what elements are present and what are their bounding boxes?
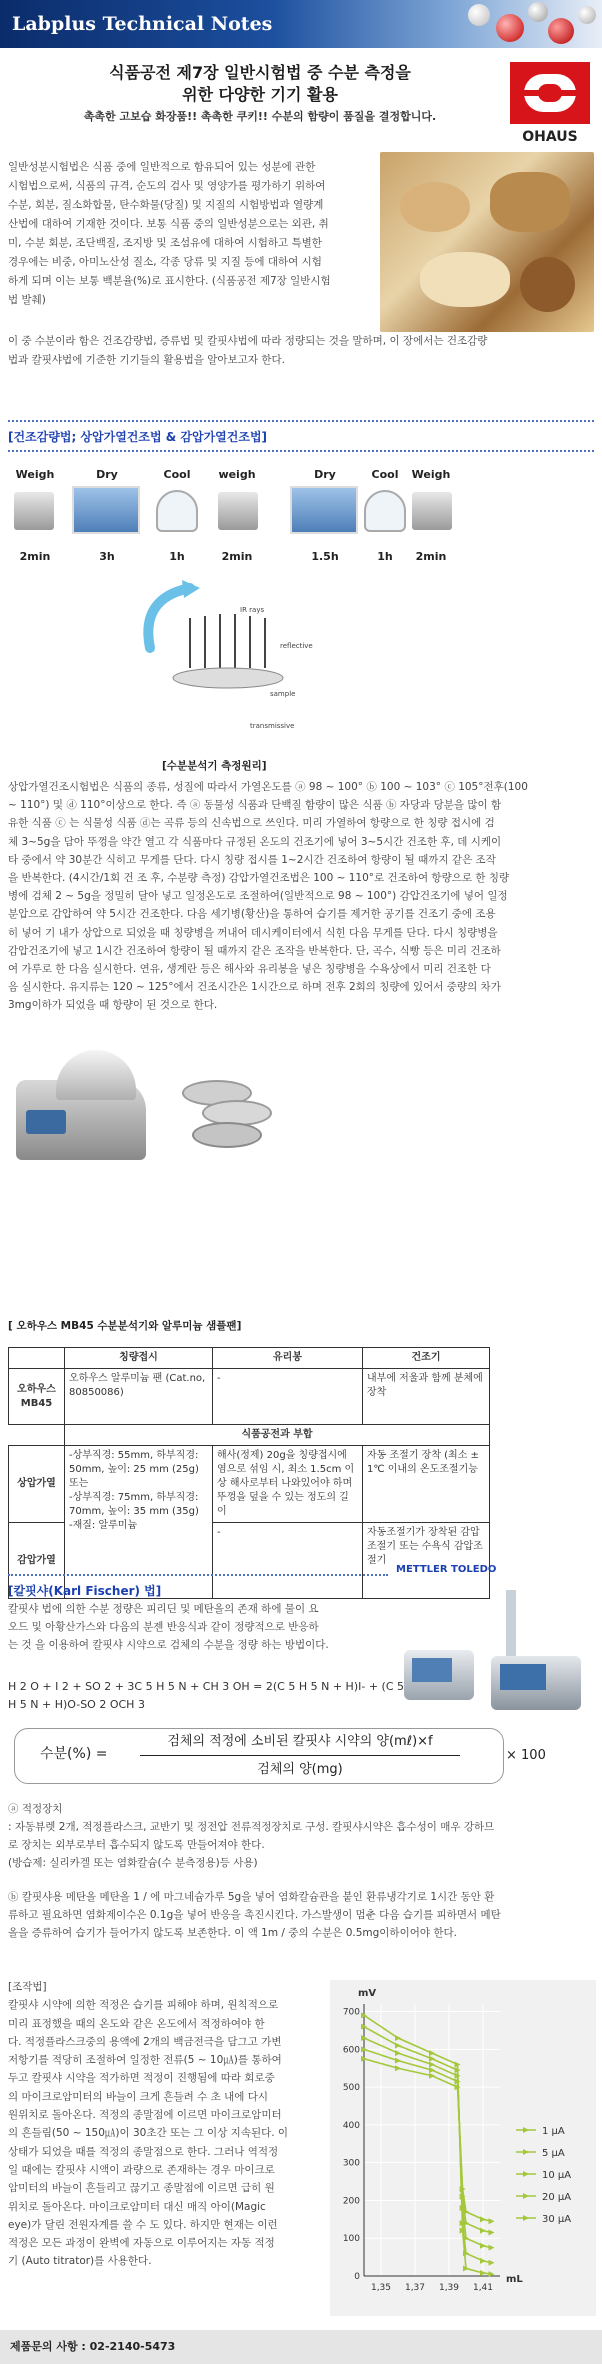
y-tick-label: 500 [342,2083,360,2094]
step-time: 2min [221,550,253,563]
step-label: Cool [163,468,191,481]
text-line: 여 가루로 한 다음 실시한다. 연유, 생계란 등은 해사와 유리봉을 넣은 칭량병을 수욕상에서 미리 건조한 다 [8,963,491,976]
kf-heading: [칼핏샤(Karl Fischer) 법] [8,1584,162,1598]
y-tick-label: 600 [342,2045,360,2056]
legend-entry: 10 µA [542,2170,572,2181]
legend-marker [523,2193,529,2199]
balance-illustration [412,492,452,530]
text-line: 의 흔들림(50 ~ 150㎂)이 30초간 또는 그 이상 지속된다. 이 [8,2127,289,2140]
formula-denominator: 검체의 양(mg) [257,1762,343,1777]
text-line: ⓐ 적정장치 [8,1803,63,1815]
text-line: ~ 110°) 및 ⓓ 110°이상으로 한다. 즉 ⓐ 동물성 식품과 단백질 함량이 많은 식품 ⓑ 자당과 당분을 많이 함 [8,799,502,812]
text-line: 산법에 대하여 기재한 것이다. 보통 식품 중의 일반성분으로는 외관, 취 [8,218,329,230]
data-point [429,2061,435,2067]
intro-paragraph-2 [8,332,594,370]
step-time: 1h [169,550,185,563]
step-time: 1.5h [311,550,339,563]
row-label: 상압가열 [9,1446,65,1523]
x-axis-label: mL [506,2274,523,2285]
text-line: 3mg이하가 되었을 때 항량이 된 것으로 한다. [8,999,218,1012]
row-label: 감압가열 [9,1523,65,1599]
text-line: 체 3~5g을 담아 뚜껑을 약간 열고 각 식품마다 규정된 온도의 건조기에 넣어 3~5시간 건조한 후, 데 시케이 [8,835,502,848]
text-line: (방습제: 실리카겔 또는 염화칼슘(수 분측정용)등 사용) [8,1857,258,1869]
moisture-analyzer-photo [16,1040,166,1170]
legend-marker [523,2149,529,2155]
text-line: H 2 O + I 2 + SO 2 + 3C 5 H 5 N + CH 3 OH = 2(C 5 H 5 N + H)I- + (C 5 [8,1680,404,1693]
text-line: 암미터의 바늘이 흔들리고 끊기고 종말점에 이르면 급히 원 [8,2182,275,2195]
text-line: 하게 되며 이는 보통 백분율(%)로 표시한다. (식품공전 제7장 일반시험 [8,275,331,287]
data-point [395,2050,401,2056]
table-header: 유리봉 [213,1348,363,1369]
table-subheader: 식품공전과 부합 [65,1425,490,1446]
cell-line: -재질: 알루미늄 [69,1520,138,1531]
x-tick-label: 1,41 [472,2283,494,2293]
kf-body [8,1600,388,1654]
apparatus-text [8,1800,594,1872]
text-line: 타 중에서 약 30분간 식히고 무게를 단다. 다시 칭량 접시를 1~2시간 건조하여 항량이 될 때까지 같은 조작 [8,853,496,866]
text-line: H 5 N + H)O-SO 2 OCH 3 [8,1698,145,1711]
text-line: 상압가열건조시험법은 식품의 종류, 성질에 따라서 가열온도를 ⓐ 98 ~ 100° ⓑ 100 ~ 103° ⓒ 105°전후(100 [8,781,528,793]
text-line: 미, 수분 회분, 조단백질, 조지방 및 조섬유에 대하여 시험하고 특별한 [8,237,322,249]
text-line: 법 발췌) [8,294,46,306]
molecule-decoration [548,18,574,44]
step-label: Cool [371,468,399,481]
data-point [489,2260,495,2266]
data-point [395,2043,401,2049]
drying-body [8,778,594,1015]
text-line: 분압으로 감압하여 약 5시간 건조한다. 다음 세기병(황산)을 통하여 습기를 제거한 공기를 건조기 중에 조용 [8,908,496,921]
title-line: 위한 다양한 기기 활용 [182,85,338,104]
diagram-label-sample: sample [270,690,296,698]
table-cell: 자동 조절기 장착 (최소 ± 1℃ 이내의 온도조절기능 [363,1446,490,1523]
text-line: 기 (Auto titrator)를 사용한다. [8,2255,152,2268]
section-divider [8,450,594,452]
text-line: 원위치로 돌아온다. 적정의 종말점에 이르면 마이크로암미터 [8,2109,282,2122]
series-line [364,2015,492,2274]
photo-caption: [ 오하우스 MB45 수분분석기와 알루미늄 샘플팬] [8,1320,242,1332]
molecule-decoration [468,4,490,26]
sample-pans-photo [172,1070,292,1160]
text-line: 시험법으로써, 식품의 규격, 순도의 검사 및 영양가를 평가하기 위하여 [8,180,326,192]
data-point [429,2067,435,2073]
text-line: eye)가 달린 전원자계를 쓸 수 도 있다. 하지만 현재는 이런 [8,2218,278,2231]
y-axis-label: mV [358,1988,377,1999]
text-line: 미리 표정했을 때의 온도와 같은 온도에서 적정하여야 한 [8,2017,265,2030]
text-line: 올을 증류하여 습기가 들어가지 않도록 보존한다. 이 액 1m / 중의 수분은 0.5mg이하이어야 한다. [8,1927,457,1939]
y-tick-label: 0 [354,2272,360,2282]
table-header: 건조기 [363,1348,490,1369]
titration-chart [330,1980,596,2316]
article-title [20,62,500,106]
text-line: 의 마이크로암미터의 바늘이 크게 흔들려 수 초 내에 다시 [8,2090,268,2103]
table-cell: - [213,1523,363,1599]
step-label: weigh [218,468,256,481]
data-point [489,2245,495,2251]
legend-entry: 20 µA [542,2192,572,2203]
ohaus-logo [510,62,590,146]
logo-text: OHAUS [522,129,578,145]
cell-line: -상부직경: 75mm, 하부직경: 70mm, 높이: 35 mm (35g) [69,1492,199,1517]
desiccator-illustration [364,490,406,532]
title-line: 식품공전 제7장 일반시험법 중 수분 측정을 [109,63,411,82]
text-line: 위치로 돌아온다. 마이크로암미터 대신 매직 아이(Magic [8,2200,266,2213]
article-subtitle: 촉촉한 고보습 화장품!! 촉촉한 쿠키!! 수분의 함량이 품질을 결정합니다. [83,110,437,123]
section-divider [8,420,594,422]
section-divider [8,1574,388,1576]
table-cell: - [213,1369,363,1425]
text-line: ⓑ 칼핏샤용 메탄올 메탄올 1 / 에 마그네슘가루 5g을 넣어 염화칼슘관을 붙인 환류냉각기로 1시간 동안 환 [8,1891,495,1903]
formula-lhs: 수분(%) = [40,1746,108,1762]
oven-illustration [290,486,358,534]
y-tick-label: 300 [342,2158,360,2169]
text-line: 히 넣어 기 내가 상압으로 되었을 때 칭량병을 꺼내어 데시케이터에서 식힌 다음 무게를 단다. 다시 칭량병을 [8,926,498,939]
diagram-caption: [수분분석기 측정원리] [162,760,267,772]
table-cell: 오하우스 알루미늄 팬 (Cat.no, 80850086) [65,1369,213,1425]
desiccator-illustration [156,490,198,532]
formula-numerator: 검체의 적정에 소비된 칼핏샤 시약의 양(mℓ)×f [167,1734,433,1749]
step-time: 3h [99,550,115,563]
data-point [395,2058,401,2064]
y-tick-label: 700 [342,2007,360,2018]
footer-contact: 제품문의 사항 : 02-2140-5473 [10,2340,176,2353]
text-line: 칼핏샤 법에 의한 수분 정량은 피리딘 및 메탄올의 존재 하에 물이 요 [8,1603,319,1615]
text-line: 이 중 수분이라 함은 건조감량법, 증류법 및 칼핏샤법에 따라 정량되는 것을 말하며, 이 장에서는 건조감량 [8,335,488,347]
y-tick-label: 200 [342,2196,360,2207]
drying-heading: [건조감량법; 상압가열건조법 & 감압가열건조법] [8,430,268,444]
step-label: Dry [314,468,336,481]
table-cell: 내부에 저울과 함께 분체에 장착 [363,1369,490,1425]
text-line: 칼핏샤 시약에 의한 적정은 습기를 피해야 하며, 원칙적으로 [8,1999,279,2012]
data-point [489,2218,495,2224]
legend-entry: 30 µA [542,2214,572,2225]
text-line: 음 실시한다. 유지류는 120 ~ 125°에서 건조시간은 1시간으로 하며 전후 2회의 칭량에 있어서 중량의 차가 [8,981,501,994]
step-time: 2min [415,550,447,563]
balance-illustration [14,492,54,530]
text-line: 저항기를 적당히 조절하여 일정한 전류(5 ~ 10㎂)를 통하여 [8,2054,282,2067]
footer [0,2330,602,2364]
step-label: Dry [96,468,118,481]
x-tick-label: 1,39 [438,2283,460,2293]
data-point [429,2050,435,2056]
series-line [364,2027,492,2263]
x-tick-label: 1,35 [370,2283,392,2293]
brand-label: METTLER TOLEDO [396,1564,497,1575]
text-line: 감압건조기에 넣고 1시간 건조하여 항량이 될 때까지 같은 조작을 반복한다. 단, 곡수, 식빵 등은 미리 건조하 [8,944,501,957]
cell-line: -상부직경: 55mm, 하부직경: 50mm, 높이: 25 mm (25g) 또는 [69,1450,199,1489]
data-point [395,2065,401,2071]
table-cell: 해사(정제) 20g을 칭량접시에 염으로 섞임 시, 최소 1.5cm 이상 해사로부터 나와있어야 하며 뚜껑을 덮을 수 있는 정도의 길이 [213,1446,363,1523]
legend-marker [523,2127,529,2133]
formula-multiplier: × 100 [506,1748,546,1763]
y-tick-label: 100 [342,2234,360,2245]
text-line: 일 때에는 칼핏샤 시액이 과량으로 존재하는 경우 마이크로 [8,2163,275,2176]
legend-entry: 1 µA [542,2126,565,2137]
intro-paragraph-1 [8,158,378,310]
molecule-decoration [496,14,524,42]
step-label: Weigh [15,468,55,481]
text-line: 유한 식품 ⓒ 는 식물성 식품 ⓓ는 곡류 등의 신속법으로 쓰인다. 미리 가열하여 항량으로 한 칭량 접시에 검 [8,817,495,830]
table-cell: 자동조절기가 장착된 감압조절기 또는 수욕식 감압조절기 [363,1523,490,1599]
endpoint-title: [조작법] [8,1981,47,1993]
y-tick-label: 400 [342,2120,360,2131]
text-line: 로 장치는 외부로부터 흡수되지 않도록 만들어져야 한다. [8,1839,265,1851]
x-tick-label: 1,37 [404,2283,426,2293]
diagram-label-ir: IR rays [240,606,265,614]
text-line: 병에 검체 2 ~ 5g을 정밀히 달아 넣고 일정온도로 조절하여(일반적으로 98 ~ 100°) 감압건조기에 넣어 일정 [8,890,508,903]
food-photo [380,152,594,332]
data-point [489,2230,495,2236]
titration-chart-svg [330,1980,596,2316]
standard-text [8,1888,594,1942]
series-line [364,2049,492,2232]
data-point [395,2035,401,2041]
step-time: 1h [377,550,393,563]
table-header: 칭량접시 [65,1348,213,1369]
step-time: 2min [19,550,51,563]
measurement-principle-diagram [130,578,330,758]
text-line: 다. 적정플라스크중의 용액에 2개의 백금전극을 담그고 가변 [8,2035,282,2048]
text-line: 수분, 회분, 질소화합물, 탄수화물(당질) 및 지질의 시험방법과 열량계 [8,199,324,211]
text-line: : 자동뷰렛 2개, 적정플라스크, 교반기 및 정전압 전류적정장치로 구성. 칼핏샤시약은 흡수성이 매우 강하므 [8,1821,495,1833]
row-label: 오하우스 MB45 [9,1369,65,1425]
text-line: 두고 칼핏샤 시약을 적가하면 적정이 진행됨에 따라 회로중 [8,2072,275,2085]
header-title: Labplus Technical Notes [12,13,273,35]
formula-bar [140,1755,460,1756]
data-point [429,2056,435,2062]
step-label: Weigh [411,468,451,481]
text-line: 는 것 을 이용하여 칼핏샤 시약으로 검체의 수분을 정량 하는 방법이다. [8,1639,329,1651]
endpoint-text [8,1978,328,2271]
molecule-decoration [528,2,548,22]
legend-marker [523,2171,529,2177]
text-line: 법과 칼핏샤법에 기준한 기기들의 활용법을 알아보고자 한다. [8,354,285,366]
balance-illustration [218,492,258,530]
text-line: 을 반복한다. (4시간/1회 건 조 후, 수분량 측정) 감압가열건조법은 100 ~ 110°로 건조하여 항량으로 한 칭량 [8,872,510,885]
header-banner [0,0,602,48]
text-line: 류하고 필요하면 염화제이수은 0.1g을 넣어 반응을 촉진시킨다. 가스발생이 멈춘 다음 습기를 피하면서 메탄 [8,1909,501,1921]
table-header [9,1348,65,1369]
text-line: 일반성분시험법은 식품 중에 일반적으로 함유되어 있는 성분에 관한 [8,161,316,173]
series-line [364,2059,492,2221]
text-line: 적정은 모든 과정이 완벽에 자동으로 이루어지는 자동 적정 [8,2237,275,2250]
diagram-label-transmissive: transmissive [250,722,295,730]
legend-entry: 5 µA [542,2148,565,2159]
oven-illustration [72,486,140,534]
molecule-decoration [578,6,596,24]
text-line: 경우에는 비중, 아미노산성 질소, 각종 당류 및 지질 등에 대하여 시험 [8,256,322,268]
text-line: 오드 및 아황산가스와 다음의 분젠 반응식과 같이 정량적으로 반응하 [8,1621,319,1633]
data-point [429,2073,435,2079]
diagram-label-reflective: reflective [280,642,313,650]
reaction-equation [8,1678,594,1714]
legend-marker [523,2215,529,2221]
text-line: 상태가 되었을 때를 적정의 종말점으로 한다. 그러나 역적정 [8,2145,279,2158]
